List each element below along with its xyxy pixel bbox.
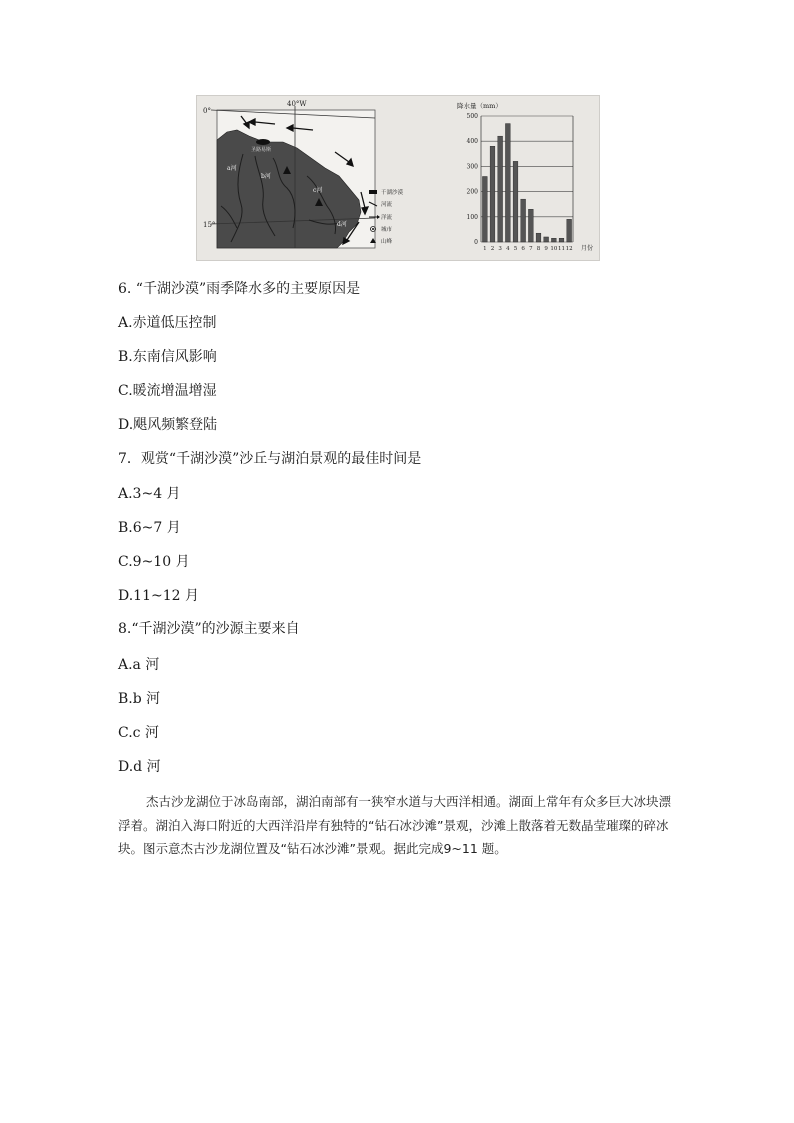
question-8-option-a: A.a 河 (118, 657, 160, 673)
x-tick-label: 3 (498, 246, 502, 252)
x-tick-label: 5 (513, 246, 518, 252)
bar-month-7 (528, 209, 533, 242)
legend-desert: 千湖沙漠 (381, 190, 404, 196)
legend-current: 洋流 (381, 215, 393, 221)
question-7-option-a: A.3~4 月 (118, 486, 181, 502)
x-tick-label: 6 (521, 246, 525, 252)
bar-month-5 (513, 161, 518, 242)
x-tick-label: 8 (536, 246, 541, 252)
x-tick-label: 11 (558, 246, 565, 252)
question-8-option-c: C.c 河 (118, 725, 159, 741)
figure-svg (197, 96, 599, 260)
bar-month-2 (490, 146, 495, 242)
bar-month-6 (521, 199, 526, 242)
bar-month-12 (567, 219, 572, 242)
river-label-a: a河 (227, 165, 237, 172)
bar-month-9 (544, 237, 549, 242)
lat-label-0: 0° (203, 107, 211, 115)
question-6-option-a: A.赤道低压控制 (118, 315, 217, 331)
y-tick-label: 400 (466, 138, 478, 146)
x-tick-label: 1 (483, 246, 487, 252)
map (203, 100, 404, 248)
x-tick-label: 10 (550, 246, 558, 252)
question-6-option-d: D.飓风频繁登陆 (118, 417, 218, 433)
y-tick-label: 200 (466, 188, 478, 196)
question-7-option-d: D.11~12 月 (118, 588, 199, 604)
question-8-option-d: D.d 河 (118, 759, 161, 775)
river-label-b: b河 (261, 173, 271, 180)
bar-month-10 (551, 238, 556, 242)
passage-text: 杰古沙龙湖位于冰岛南部，湖泊南部有一狭窄水道与大西洋相通。湖面上常年有众多巨大冰块漂浮着。湖泊入海口附近的大西洋沿岸有独特的“钻石冰沙滩”景观，沙滩上散落着无数晶莹璀璨的碎冰块。图示意杰古沙龙湖位置及“钻石冰沙滩”景观。据此完成9~11 题。 (118, 794, 672, 856)
chart-xlabel: 月份 (581, 245, 594, 252)
bar-month-11 (559, 238, 564, 242)
bar-month-8 (536, 233, 541, 242)
x-tick-label: 12 (565, 246, 573, 252)
question-8-option-b: B.b 河 (118, 691, 161, 707)
x-tick-label: 2 (490, 246, 495, 252)
legend-river: 河流 (381, 202, 393, 208)
x-tick-label: 4 (506, 246, 510, 252)
city-label: 圣路易斯 (251, 147, 272, 153)
question-7-stem: 7．观赏“千湖沙漠”沙丘与湖泊景观的最佳时间是 (118, 451, 422, 467)
bar-month-1 (482, 176, 487, 242)
chart-xticks (483, 246, 573, 252)
bar-month-4 (505, 124, 510, 242)
y-tick-label: 0 (474, 239, 478, 246)
y-tick-label: 100 (466, 213, 478, 221)
desert-patch (256, 139, 270, 145)
question-6-stem: 6. “千湖沙漠”雨季降水多的主要原因是 (118, 281, 361, 297)
chart-yticks (467, 113, 479, 246)
river-label-d: d河 (337, 221, 347, 228)
question-7-option-c: C.9~10 月 (118, 554, 190, 570)
legend-peak: 山峰 (381, 239, 393, 245)
legend-city: 城市 (381, 227, 393, 233)
figure-map-and-chart (196, 95, 600, 261)
bar-month-3 (498, 136, 503, 242)
lon-label: 40°W (287, 100, 307, 108)
x-tick-label: 9 (544, 246, 548, 252)
chart-ylabel: 降水量（mm） (457, 102, 502, 110)
question-7-option-b: B.6~7 月 (118, 520, 181, 536)
y-tick-label: 500 (466, 113, 478, 120)
question-6-option-c: C.暖流增温增湿 (118, 383, 217, 399)
precipitation-chart (457, 101, 593, 252)
question-6-option-b: B.东南信风影响 (118, 349, 217, 365)
question-8-stem: 8.“千湖沙漠”的沙源主要来自 (118, 621, 300, 637)
reading-passage (118, 790, 678, 861)
x-tick-label: 7 (529, 246, 533, 252)
lat-label-15: 15° (203, 221, 216, 229)
river-label-c: c河 (313, 187, 323, 194)
y-tick-label: 300 (466, 163, 478, 171)
